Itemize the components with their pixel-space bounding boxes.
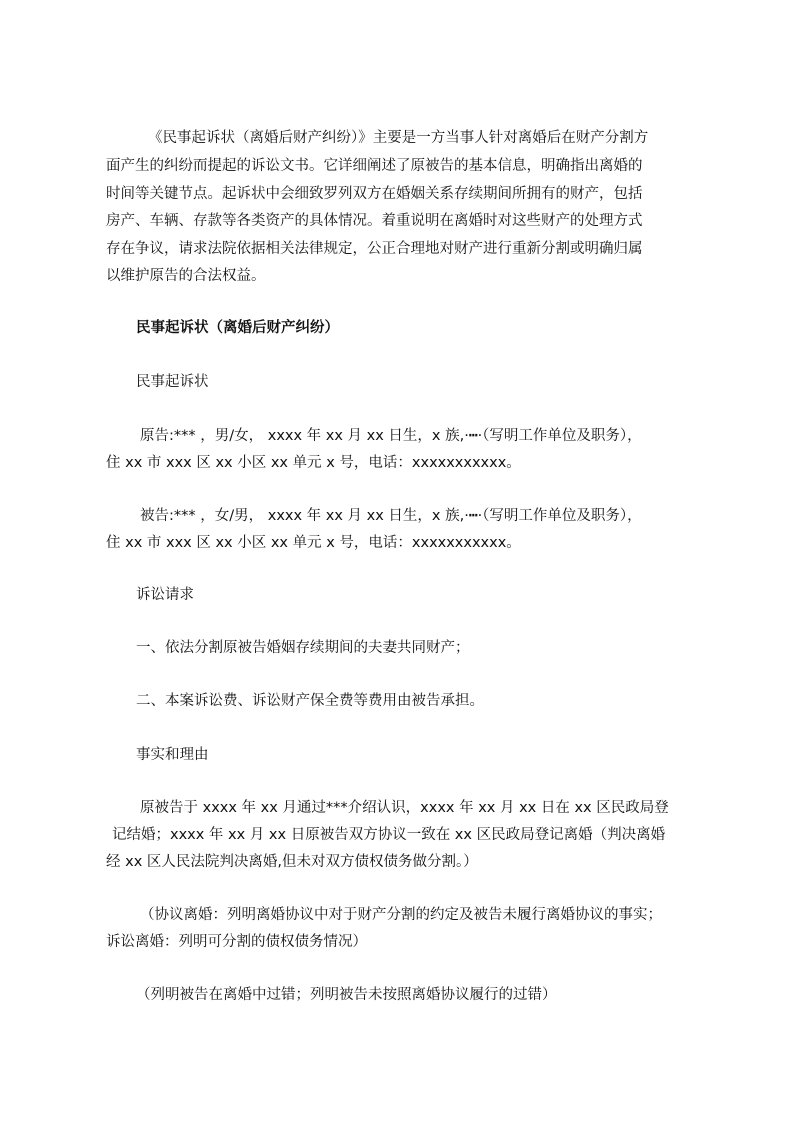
facts-p2-line-2: 诉讼离婚：列明可分割的债权债务情况）	[106, 934, 367, 950]
plaintiff-line-1: 原告:*** ，男/女， xxxx 年 xx 月 xx 日生，x 族,·┅·（写明工作单位及职务），	[140, 428, 642, 444]
facts-p1-line-3: 经 xx 区人民法院判决离婚,但未对双方债权债务做分割。）	[106, 854, 478, 870]
intro-line-3: 时间等关键节点。起诉状中会细致罗列双方在婚姻关系存续期间所拥有的财产，包括	[106, 186, 643, 202]
claims-heading: 诉讼请求	[136, 587, 194, 603]
intro-line-1: 《民事起诉状（离婚后财产纠纷）》主要是一方当事人针对离婚后在财产分割方	[148, 130, 649, 146]
defendant-line-1: 被告:*** ，女/男， xxxx 年 xx 月 xx 日生，x 族,·┅·（写明工作单位及职务），	[140, 508, 642, 524]
document-subtitle: 民事起诉状	[136, 374, 209, 390]
facts-heading: 事实和理由	[136, 747, 209, 763]
intro-line-5: 存在争议，请求法院依据相关法律规定，公正合理地对财产进行重新分割或明确归属	[106, 241, 643, 257]
document-title: 民事起诉状（离婚后财产纠纷）	[136, 320, 339, 336]
facts-p1-line-1: 原被告于 xxxx 年 xx 月通过***介绍认识，xxxx 年 xx 月 xx 日在 xx 区民政局登	[140, 800, 669, 816]
claim-item-2: 二、本案诉讼费、诉讼财产保全费等费用由被告承担。	[136, 693, 484, 709]
plaintiff-line-2: 住 xx 市 xxx 区 xx 小区 xx 单元 x 号，电话：xxxxxxxxxxx。	[106, 455, 521, 471]
defendant-line-2: 住 xx 市 xxx 区 xx 小区 xx 单元 x 号，电话：xxxxxxxxxxx。	[106, 535, 521, 551]
intro-line-6: 以维护原告的合法权益。	[106, 268, 266, 284]
intro-line-2: 面产生的纠纷而提起的诉讼文书。它详细阐述了原被告的基本信息，明确指出离婚的	[106, 158, 643, 174]
intro-line-4: 房产、车辆、存款等各类资产的具体情况。着重说明在离婚时对这些财产的处理方式	[106, 213, 643, 229]
facts-p1-line-2: 记结婚；xxxx 年 xx 月 xx 日原被告双方协议一致在 xx 区民政局登记离婚（判决离婚	[112, 827, 666, 843]
facts-p2-line-1: （协议离婚：列明离婚协议中对于财产分割的约定及被告未履行离婚协议的事实；	[140, 907, 662, 923]
claim-item-1: 一、依法分割原被告婚姻存续期间的夫妻共同财产；	[136, 640, 470, 656]
facts-paragraph-3: （列明被告在离婚中过错；列明被告未按照离婚协议履行的过错）	[136, 987, 557, 1003]
